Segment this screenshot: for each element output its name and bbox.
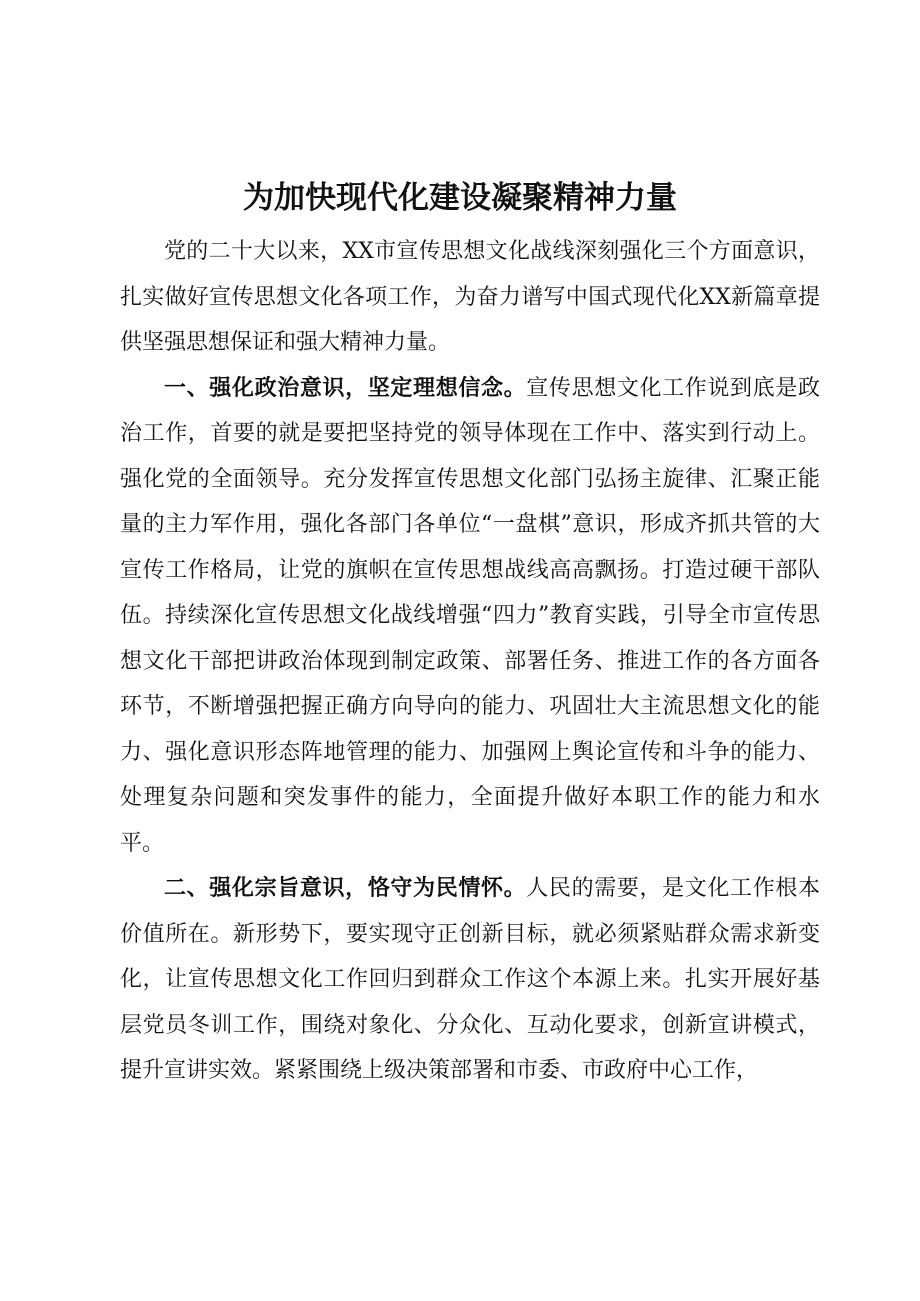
paragraph-text: 党的二十大以来，XX市宣传思想文化战线深刻强化三个方面意识，扎实做好宣传思想文化各项工作，为奋力谱写中国式现代化XX新篇章提供坚强思想保证和强大精神力量。 bbox=[120, 239, 820, 355]
paragraph-lead: 一、强化政治意识，坚定理想信念。 bbox=[164, 375, 527, 401]
paragraph-lead: 二、强化宗旨意识，恪守为民情怀。 bbox=[164, 876, 527, 901]
paragraph-text: 宣传思想文化工作说到底是政治工作，首要的就是要把坚持党的领导体现在工作中、落实到行动上。强化党的全面领导。充分发挥宣传思想文化部门弘扬主旋律、汇聚正能量的主力军作用，强化各部门各单位“一盘棋”意识，形成齐抓共管的大宣传工作格局，让党的旗帜在宣传思想战线高高飘扬。打造过硬干部队伍。持续深化宣传思想文化战线增强“四力”教育实践，引导全市宣传思想文化干部把讲政治体现到制定政策、部署任务、推进工作的各方面各环节，不断增强把握正确方向导向的能力、巩固壮大主流思想文化的能力、强化意识形态阵地管理的能力、加强网上舆论宣传和斗争的能力、处理复杂问题和突发事件的能力，全面提升做好本职工作的能力和水平。 bbox=[120, 375, 820, 856]
paragraph-political-awareness bbox=[120, 366, 820, 867]
document-body bbox=[120, 229, 820, 1094]
paragraph-intro bbox=[120, 229, 820, 366]
paragraph-purpose-awareness bbox=[120, 866, 820, 1094]
document-title: 为加快现代化建设凝聚精神力量 bbox=[243, 180, 677, 216]
paragraph-text: 人民的需要，是文化工作根本价值所在。新形势下，要实现守正创新目标，就必须紧贴群众需求新变化，让宣传思想文化工作回归到群众工作这个本源上来。扎实开展好基层党员冬训工作，围绕对象化、分众化、互动化要求，创新宣讲模式，提升宣讲实效。紧紧围绕上级决策部署和市委、市政府中心工作， bbox=[120, 876, 820, 1083]
